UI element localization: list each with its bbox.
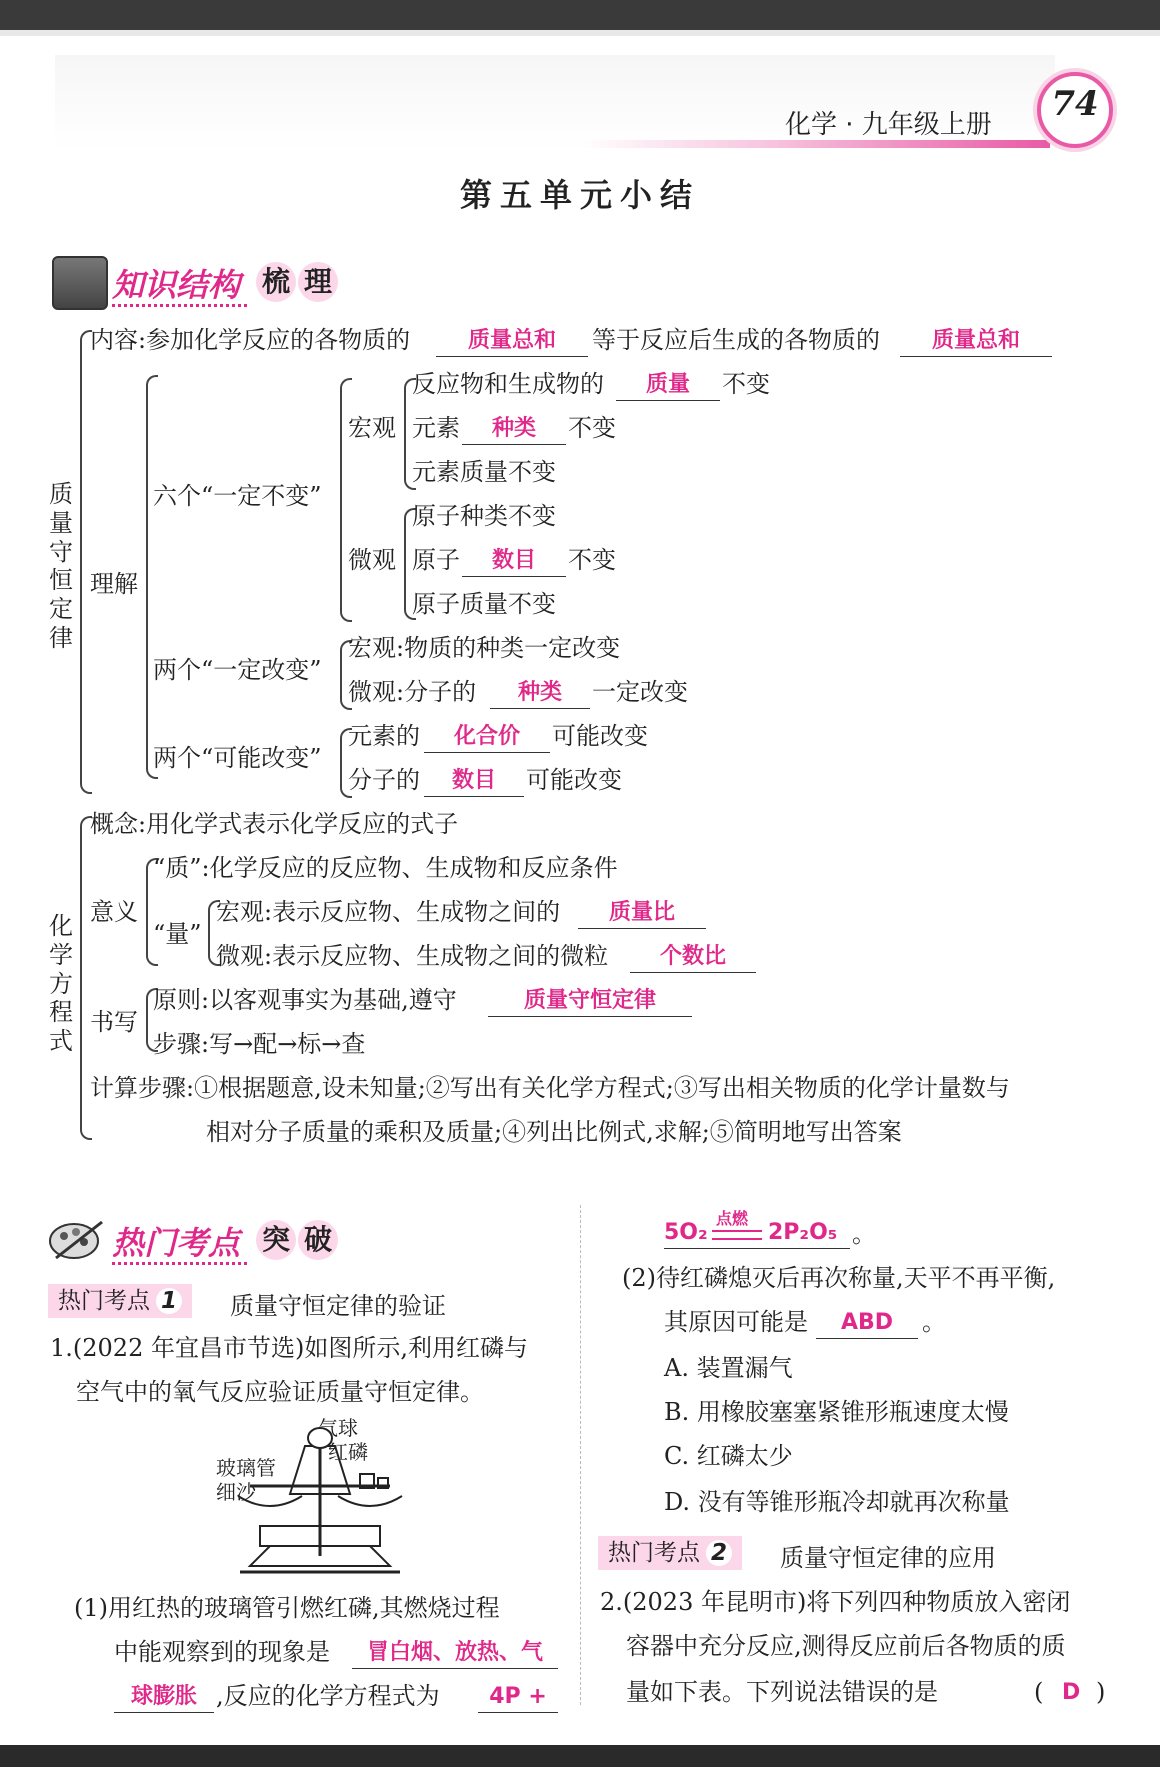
answer-q2: 个数比 bbox=[630, 942, 756, 973]
answer-q1-eq-condition: 点燃 bbox=[716, 1209, 749, 1228]
m1-prefix: 反应物和生成物的 bbox=[412, 370, 604, 398]
answer-q2: D bbox=[1062, 1680, 1081, 1705]
calc-line-1: 计算步骤:①根据题意,设未知量;②写出有关化学方程式;③写出相关物质的化学计量数与 bbox=[90, 1074, 1010, 1102]
book-icon bbox=[52, 256, 108, 310]
law-label: 质量守恒定律 bbox=[49, 480, 73, 652]
w1-prefix: 原则:以客观事实为基础,遵守 bbox=[153, 986, 457, 1014]
kp2-number: 2 bbox=[706, 1540, 732, 1566]
p2-suffix: 可能改变 bbox=[526, 766, 622, 794]
m2-suffix: 不变 bbox=[568, 414, 616, 442]
answer-a2: 数目 bbox=[462, 546, 566, 577]
six-unchanged-label: 六个“一定不变” bbox=[153, 482, 322, 510]
option-a: A. 装置漏气 bbox=[664, 1354, 793, 1382]
q2-answer-open: ( bbox=[1034, 1678, 1044, 1706]
eq-underline bbox=[664, 1248, 850, 1249]
c2-prefix: 微观:分子的 bbox=[348, 678, 477, 706]
kp1-title: 质量守恒定律的验证 bbox=[230, 1292, 446, 1320]
top-border bbox=[0, 0, 1160, 30]
q2-answer-close: ) bbox=[1096, 1678, 1106, 1706]
kp2-tag-label: 热门考点 bbox=[608, 1540, 700, 1566]
q1-stem-line1: 1.(2022 年宜昌市节选)如图所示,利用红磷与 bbox=[50, 1334, 528, 1362]
eq-double-line bbox=[712, 1230, 762, 1240]
answer-content-2: 质量总和 bbox=[900, 326, 1052, 357]
q2-line3: 量如下表。下列说法错误的是 bbox=[626, 1678, 938, 1706]
q1-p1-line2: 中能观察到的现象是 bbox=[114, 1638, 330, 1666]
kp1-number: 1 bbox=[156, 1288, 182, 1314]
w2-text: 步骤:写→配→标→查 bbox=[153, 1030, 366, 1058]
a3-text: 原子质量不变 bbox=[412, 590, 556, 618]
answer-q1-eq-a: 4P + bbox=[478, 1682, 558, 1713]
section-knowledge-title: 知识结构 bbox=[112, 266, 241, 304]
bottom-border bbox=[0, 1745, 1160, 1767]
c2-suffix: 一定改变 bbox=[592, 678, 688, 706]
q1-p1-line1: (1)用红热的玻璃管引燃红磷,其燃烧过程 bbox=[74, 1594, 500, 1622]
page-number: 74 bbox=[1051, 84, 1099, 124]
top-border-light bbox=[0, 30, 1160, 36]
equation-label: 化学方程式 bbox=[49, 912, 73, 1056]
eq-end: 。 bbox=[852, 1220, 876, 1248]
kp1-tag bbox=[48, 1284, 192, 1318]
q1-p1-line3: ,反应的化学方程式为 bbox=[216, 1682, 440, 1710]
section-badge-2: 理 bbox=[298, 262, 338, 302]
option-d: D. 没有等锥形瓶冷却就再次称量 bbox=[664, 1488, 1010, 1516]
c1-text: 宏观:物质的种类一定改变 bbox=[348, 634, 621, 662]
understand-label: 理解 bbox=[90, 570, 138, 598]
macro-label: 宏观 bbox=[348, 414, 396, 442]
q2-line2: 容器中充分反应,测得反应前后各物质的质 bbox=[626, 1632, 1066, 1660]
answer-m2: 种类 bbox=[462, 414, 566, 445]
palette-icon bbox=[48, 1216, 106, 1262]
option-c: C. 红磷太少 bbox=[664, 1442, 793, 1470]
q1-p2-line1: (2)待红磷熄灭后再次称量,天平不再平衡, bbox=[622, 1264, 1056, 1292]
section-badge-1: 梳 bbox=[256, 262, 296, 302]
p1-prefix: 元素的 bbox=[348, 722, 420, 750]
brace-understand bbox=[146, 375, 158, 779]
option-b: B. 用橡胶塞塞紧锥形瓶速度太慢 bbox=[664, 1398, 1009, 1426]
content-mid: 等于反应后生成的各物质的 bbox=[592, 326, 880, 354]
answer-q1-p1-b: 球膨胀 bbox=[114, 1682, 214, 1713]
section-badge-3: 突 bbox=[256, 1220, 296, 1260]
answer-q1: 质量比 bbox=[578, 898, 706, 929]
kp2-title: 质量守恒定律的应用 bbox=[780, 1544, 996, 1572]
answer-p2: 数目 bbox=[424, 766, 524, 797]
answer-m1: 质量 bbox=[616, 370, 720, 401]
section-hot-title: 热门考点 bbox=[112, 1224, 241, 1262]
column-divider bbox=[580, 1205, 581, 1705]
m2-prefix: 元素 bbox=[412, 414, 460, 442]
meaning-label: 意义 bbox=[90, 898, 138, 926]
kp2-tag bbox=[598, 1536, 742, 1570]
fig-label-tube: 玻璃管 bbox=[216, 1456, 276, 1480]
quality-text: “质”:化学反应的反应物、生成物和反应条件 bbox=[153, 854, 618, 882]
answer-q1-p1-a: 冒白烟、放热、气 bbox=[352, 1638, 558, 1669]
kp1-tag-label: 热门考点 bbox=[58, 1288, 150, 1314]
answer-w1: 质量守恒定律 bbox=[488, 986, 692, 1017]
answer-p1: 化合价 bbox=[424, 722, 550, 753]
write-label: 书写 bbox=[90, 1008, 138, 1036]
q2-line1: 2.(2023 年昆明市)将下列四种物质放入密闭 bbox=[600, 1588, 1071, 1616]
q1-p2-line2: 其原因可能是 bbox=[664, 1308, 808, 1336]
q1-prefix: 宏观:表示反应物、生成物之间的 bbox=[216, 898, 561, 926]
two-changed-label: 两个“一定改变” bbox=[153, 656, 322, 684]
fig-label-sand: 细沙 bbox=[216, 1480, 256, 1504]
a2-prefix: 原子 bbox=[412, 546, 460, 574]
fig-label-phosphorus: 红磷 bbox=[328, 1440, 368, 1464]
header-pink-stripe bbox=[580, 140, 1050, 148]
a1-text: 原子种类不变 bbox=[412, 502, 556, 530]
concept-text: 概念:用化学式表示化学反应的式子 bbox=[90, 810, 459, 838]
m1-suffix: 不变 bbox=[722, 370, 770, 398]
p2-prefix: 分子的 bbox=[348, 766, 420, 794]
section-underline-2 bbox=[112, 1262, 247, 1265]
content-prefix: 内容:参加化学反应的各物质的 bbox=[90, 326, 411, 354]
answer-q1-eq-reactant: 5O₂ bbox=[664, 1220, 708, 1245]
fig-label-balloon: 气球 bbox=[318, 1416, 358, 1440]
brace-law bbox=[80, 330, 92, 794]
q1-p2-end: 。 bbox=[922, 1308, 946, 1336]
answer-q1-eq-product: 2P₂O₅ bbox=[768, 1220, 838, 1245]
a2-suffix: 不变 bbox=[568, 546, 616, 574]
quantity-label: “量” bbox=[153, 920, 202, 948]
micro-label: 微观 bbox=[348, 546, 396, 574]
m3-text: 元素质量不变 bbox=[412, 458, 556, 486]
q1-stem-line2: 空气中的氧气反应验证质量守恒定律。 bbox=[76, 1378, 484, 1406]
p1-suffix: 可能改变 bbox=[552, 722, 648, 750]
answer-content-1: 质量总和 bbox=[436, 326, 588, 357]
two-maybe-label: 两个“可能改变” bbox=[153, 744, 322, 772]
section-badge-4: 破 bbox=[298, 1220, 338, 1260]
q2-prefix: 微观:表示反应物、生成物之间的微粒 bbox=[216, 942, 609, 970]
subject-label: 化学 · 九年级上册 bbox=[785, 110, 992, 140]
page-title: 第五单元小结 bbox=[459, 176, 700, 214]
calc-line-2: 相对分子质量的乘积及质量;④列出比例式,求解;⑤简明地写出答案 bbox=[206, 1118, 902, 1146]
section-underline bbox=[112, 304, 247, 307]
answer-c2: 种类 bbox=[490, 678, 590, 709]
answer-q1-p2: ABD bbox=[816, 1308, 918, 1339]
